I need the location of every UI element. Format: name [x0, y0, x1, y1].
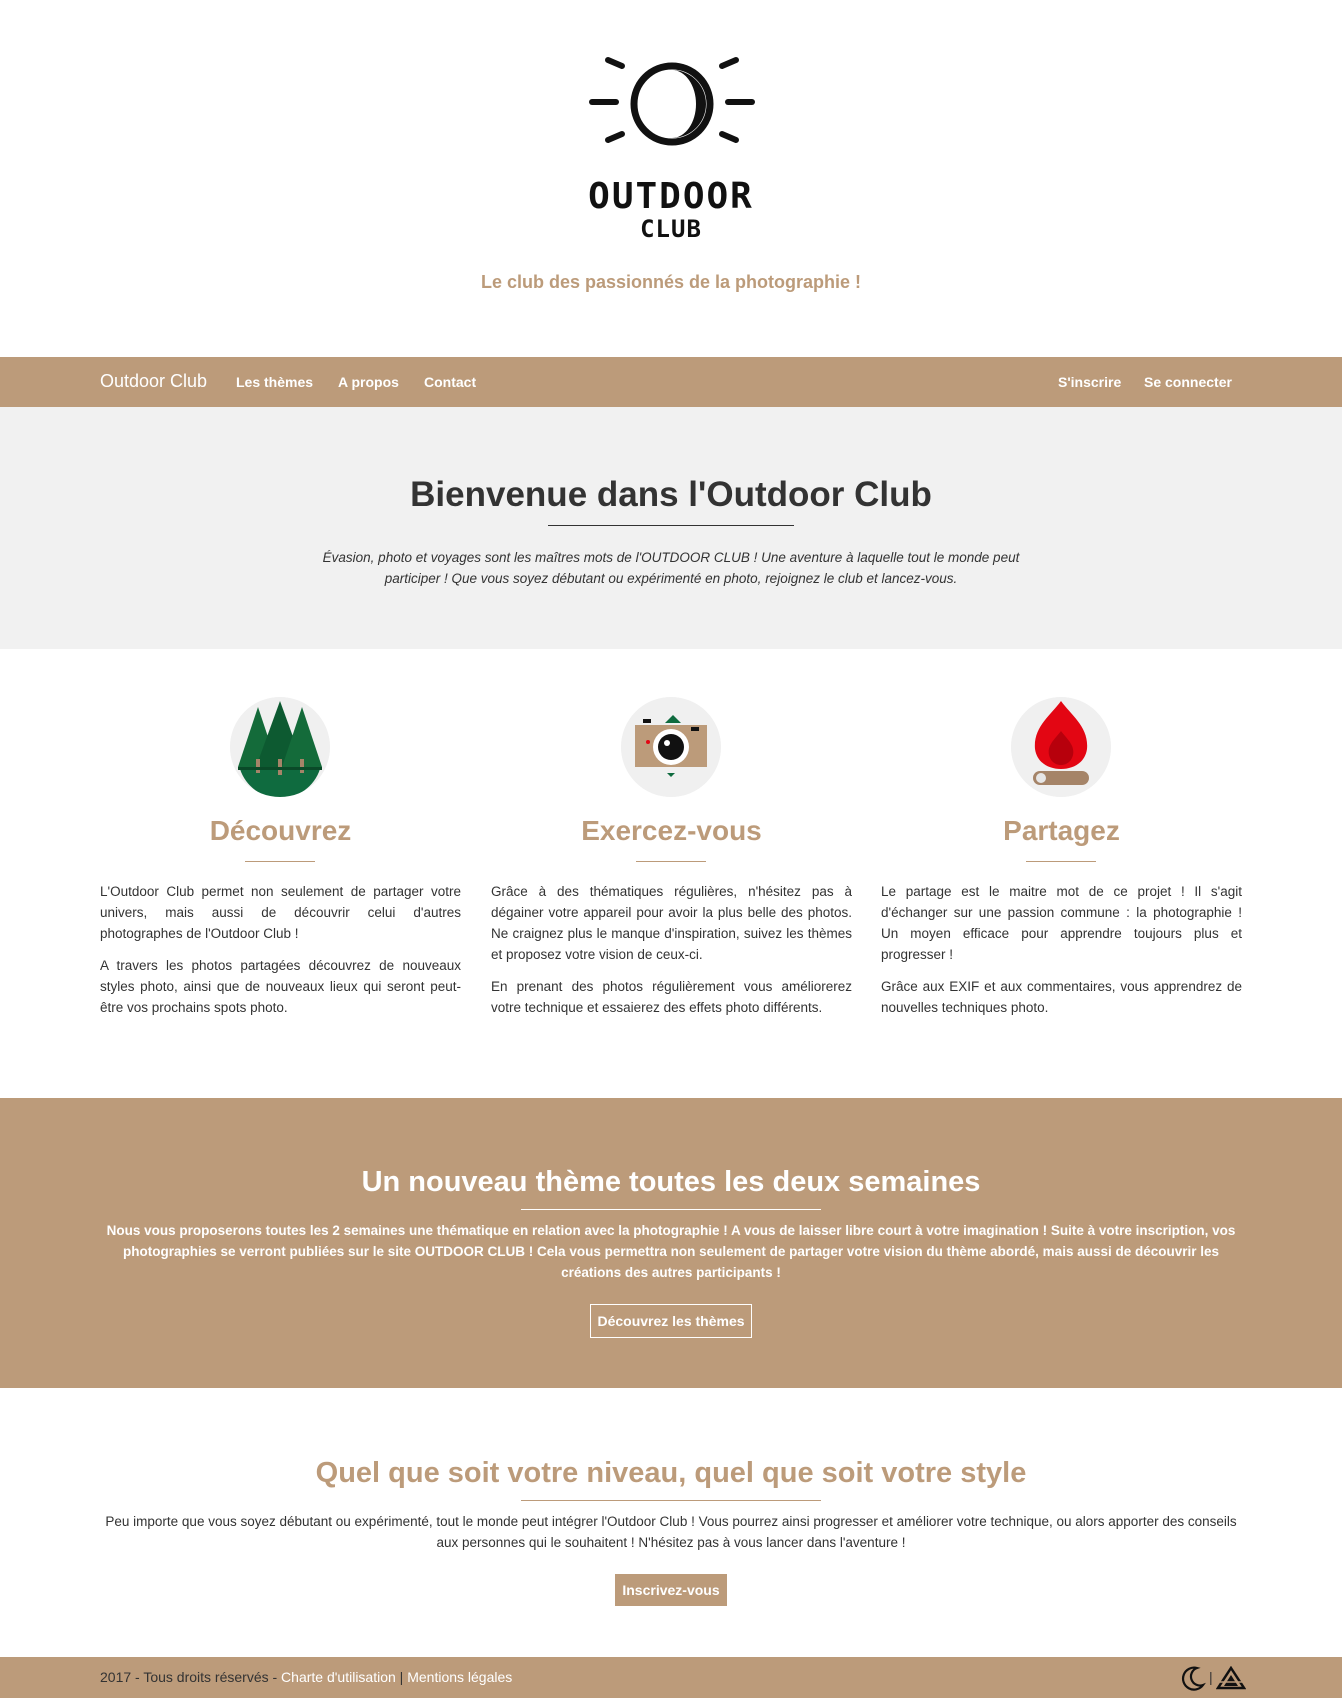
footer	[0, 1657, 1342, 1698]
nav-link-login[interactable]: Se connecter	[1144, 374, 1232, 390]
feature-paragraph: Grâce à des thématiques régulières, n'hésitez pas à dégainer votre appareil pour avoir la plus belle des photos. Ne craignez plus le manque d'inspiration, suivez les thèmes et proposez votre vision de ceux-ci.	[491, 884, 852, 962]
footer-text	[100, 1669, 512, 1685]
navbar	[0, 357, 1342, 407]
sun-logo-icon	[580, 52, 760, 152]
feature-title: Découvrez	[209, 815, 352, 846]
welcome-title: Bienvenue dans l'Outdoor Club	[410, 475, 932, 514]
nav-link-themes[interactable]: Les thèmes	[236, 374, 314, 390]
level-divider	[521, 1500, 821, 1501]
themes-section	[0, 1098, 1342, 1388]
campfire-icon	[1011, 697, 1111, 797]
themes-text: Nous vous proposerons toutes les 2 semaines une thématique en relation avec la photographie ! A vous de laisser libre court à votre imagination ! Suite à votre inscription, vos photographies se verront publiées sur le site OUTDOOR CLUB ! Cela vous permettra non seulement de partager votre vision du thème abordé, mais aussi de découvrir les créations des autres participants !	[106, 1223, 1236, 1280]
feature-paragraph: En prenant des photos régulièrement vous améliorerez votre technique et essaierez des effets photo différents.	[491, 979, 852, 1015]
brand-header	[0, 0, 1342, 357]
footer-icons	[1180, 1665, 1244, 1691]
level-text: Peu importe que vous soyez débutant ou expérimenté, tout le monde peut intégrer l'Outdoor Club ! Vous pourrez ainsi progresser et améliorer votre technique, ou alors apporter des conseils aux personnes qui le souhaitent ! N'hésitez pas à vous lancer dans l'aventure !	[105, 1514, 1237, 1550]
title-divider	[548, 525, 794, 526]
copyright-text: 2017 - Tous droits réservés -	[100, 1669, 282, 1685]
feature-paragraph: Le partage est le maitre mot de ce projet ! Il s'agit d'échanger sur une passion commune : la photographie ! Un moyen efficace pour apprendre toujours plus et progresser !	[881, 884, 1242, 962]
tagline: Le club des passionnés de la photographie !	[480, 272, 862, 292]
nav-link-about[interactable]: A propos	[338, 374, 399, 390]
camera-icon	[621, 697, 721, 797]
mountain-icon[interactable]	[1216, 1666, 1246, 1690]
feature-divider	[636, 861, 706, 862]
legal-link[interactable]: Mentions légales	[407, 1669, 513, 1685]
feature-paragraph: A travers les photos partagées découvrez de nouveaux styles photo, ainsi que de nouveaux lieux qui seront peut-être vos prochains spots photo.	[100, 958, 461, 1015]
logo-subtitle: CLUB	[640, 215, 702, 243]
signup-button[interactable]: Inscrivez-vous	[615, 1574, 727, 1606]
footer-icon-separator: |	[1209, 1669, 1213, 1685]
feature-paragraph: L'Outdoor Club permet non seulement de partager votre univers, mais aussi de découvrir celui d'autres photographes de l'Outdoor Club !	[100, 884, 461, 941]
nav-link-contact[interactable]: Contact	[424, 374, 477, 390]
feature-divider	[1026, 861, 1096, 862]
themes-title: Un nouveau thème toutes les deux semaines	[361, 1166, 981, 1198]
nav-brand[interactable]: Outdoor Club	[100, 371, 208, 391]
trees-icon	[230, 697, 330, 797]
moon-icon[interactable]	[1180, 1665, 1206, 1691]
feature-title: Partagez	[1003, 815, 1120, 846]
level-section	[0, 1388, 1342, 1657]
nav-link-signup[interactable]: S'inscrire	[1058, 374, 1122, 390]
discover-themes-button[interactable]: Découvrez les thèmes	[590, 1304, 752, 1338]
feature-divider	[245, 861, 315, 862]
logo-title: OUTDOOR	[588, 176, 754, 217]
themes-divider	[521, 1209, 821, 1210]
feature-paragraph: Grâce aux EXIF et aux commentaires, vous apprendrez de nouvelles techniques photo.	[881, 979, 1242, 1015]
welcome-section	[0, 407, 1342, 649]
footer-separator: |	[395, 1669, 408, 1685]
welcome-text: Évasion, photo et voyages sont les maîtres mots de l'OUTDOOR CLUB ! Une aventure à laquelle tout le monde peut participer ! Que vous soyez débutant ou expérimenté en photo, rejoignez le club et lancez-vous.	[322, 550, 1020, 586]
level-title: Quel que soit votre niveau, quel que soit votre style	[315, 1457, 1027, 1489]
feature-title: Exercez-vous	[581, 815, 762, 846]
terms-link[interactable]: Charte d'utilisation	[281, 1669, 396, 1685]
